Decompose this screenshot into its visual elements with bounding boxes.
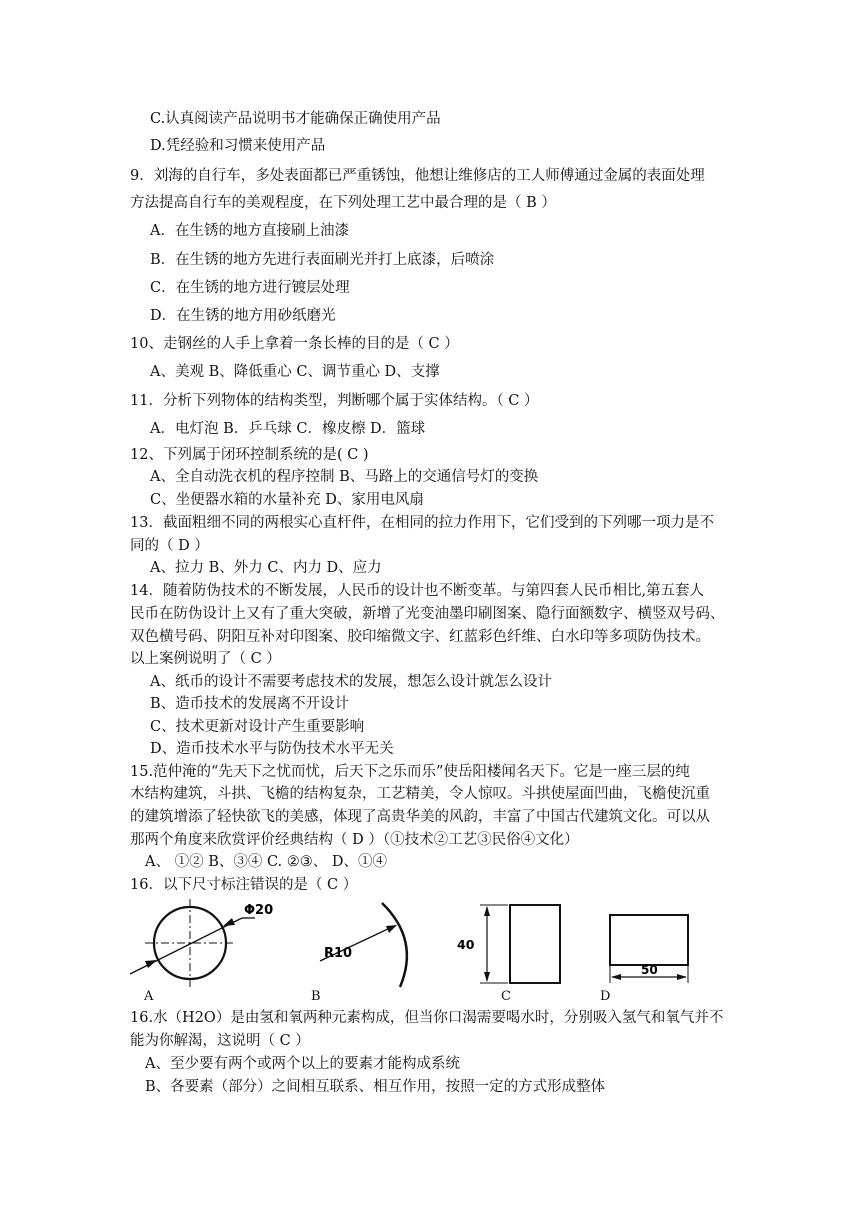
option-line: A．在生锈的地方直接刷上油漆 bbox=[150, 223, 349, 239]
question-15: 15.范仲淹的“先天下之忧而忧，后天下之乐而乐”使岳阳楼闻名天下。它是一座三层的纯 bbox=[130, 764, 690, 780]
figure-a-circle bbox=[130, 899, 273, 987]
options-row: A．电灯泡 B．乒乓球 C．橡皮檫 D．篮球 bbox=[150, 421, 426, 437]
question-15-cont: 的建筑增添了轻快欲飞的美感，体现了高贵华美的风韵，丰富了中国古代建筑文化。可以从 bbox=[130, 809, 710, 825]
figure-d-dim: 50 bbox=[641, 963, 658, 977]
option-line: B．在生锈的地方先进行表面刷光并打上底漆，后喷涂 bbox=[150, 252, 495, 268]
question-15-cont: 那两个角度来欣赏评价经典结构（ D ）（①技术②工艺③民俗④文化） bbox=[130, 832, 579, 848]
figure-b-arc bbox=[320, 903, 407, 987]
option-line: D.凭经验和习惯来使用产品 bbox=[150, 138, 326, 154]
question-13: 13．截面粗细不同的两根实心直杆件，在相同的拉力作用下，它们受到的下列哪一项力是不 bbox=[130, 515, 714, 531]
option-line: A、至少要有两个或两个以上的要素才能构成系统 bbox=[145, 1056, 460, 1072]
question-16b: 16.水（H2O）是由氢和氧两种元素构成，但当你口渴需要喝水时，分别吸入氢气和氧气并不 bbox=[130, 1010, 724, 1026]
figure-b-label: B bbox=[311, 989, 321, 1004]
question-14-cont: 双色横号码、阴阳互补对印图案、胶印缩微文字、红蓝彩色纤维、白水印等多项防伪技术。 bbox=[130, 629, 710, 645]
question-14-cont: 以上案例说明了（ C ） bbox=[130, 651, 281, 667]
option-line: B、造币技术的发展离不开设计 bbox=[150, 696, 350, 712]
question-15-cont: 木结构建筑，斗拱、飞檐的结构复杂，工艺精美，令人惊叹。斗拱使屋面凹曲，飞檐使沉重 bbox=[130, 786, 710, 802]
figure-d-rect bbox=[610, 915, 688, 983]
options-row: A、 ①② B、③④ C. ②③、 D、①④ bbox=[145, 854, 387, 870]
options-row: A、美观 B、降低重心 C、调节重心 D、支撑 bbox=[150, 364, 440, 380]
option-line: C.认真阅读产品说明书才能确保正确使用产品 bbox=[150, 111, 441, 127]
question-10: 10、走钢丝的人手上拿着一条长棒的目的是（ C ） bbox=[130, 336, 459, 352]
question-12: 12、下列属于闭环控制系统的是( C ) bbox=[130, 447, 369, 463]
figure-a-dim: Φ20 bbox=[244, 903, 274, 918]
figure-b-dim: R10 bbox=[324, 946, 353, 961]
figure-c-dim: 40 bbox=[457, 937, 475, 952]
option-line: B、各要素（部分）之间相互联系、相互作用，按照一定的方式形成整体 bbox=[145, 1079, 606, 1095]
options-row: A、拉力 B、外力 C、内力 D、应力 bbox=[150, 560, 382, 576]
option-line: C．在生锈的地方进行镀层处理 bbox=[150, 280, 350, 296]
option-line: D、造币技术水平与防伪技术水平无关 bbox=[150, 741, 394, 757]
dimension-figures bbox=[120, 895, 720, 990]
options-row: C、坐便器水箱的水量补充 D、家用电风扇 bbox=[150, 492, 424, 508]
option-line: D．在生锈的地方用砂纸磨光 bbox=[150, 308, 336, 324]
question-16b-cont: 能为你解渴，这说明（ C ） bbox=[130, 1033, 310, 1049]
question-9: 9．刘海的自行车，多处表面都已严重锈蚀，他想让维修店的工人师傅通过金属的表面处理 bbox=[130, 168, 705, 184]
option-line: C、技术更新对设计产生重要影响 bbox=[150, 719, 365, 735]
question-16: 16．以下尺寸标注错误的是（ C ） bbox=[130, 877, 358, 893]
figure-c-label: C bbox=[501, 989, 511, 1004]
figure-d-label: D bbox=[600, 989, 611, 1004]
question-13-cont: 同的（ D ） bbox=[130, 538, 209, 554]
options-row: A、全自动洗衣机的程序控制 B、马路上的交通信号灯的变换 bbox=[150, 469, 539, 485]
figure-a-label: A bbox=[144, 989, 154, 1004]
question-14: 14．随着防伪技术的不断发展，人民币的设计也不断变革。与第四套人民币相比,第五套人 bbox=[130, 583, 705, 599]
question-11: 11．分析下列物体的结构类型，判断哪个属于实体结构。（ C ） bbox=[130, 393, 539, 409]
figure-c-rect bbox=[457, 905, 560, 983]
question-14-cont: 民币在防伪设计上又有了重大突破，新增了光变油墨印刷图案、隐行面额数字、横竖双号码、 bbox=[130, 606, 725, 622]
option-line: A、纸币的设计不需要考虑技术的发展，想怎么设计就怎么设计 bbox=[150, 674, 552, 690]
question-9-cont: 方法提高自行车的美观程度，在下列处理工艺中最合理的是（ B ） bbox=[130, 195, 556, 211]
